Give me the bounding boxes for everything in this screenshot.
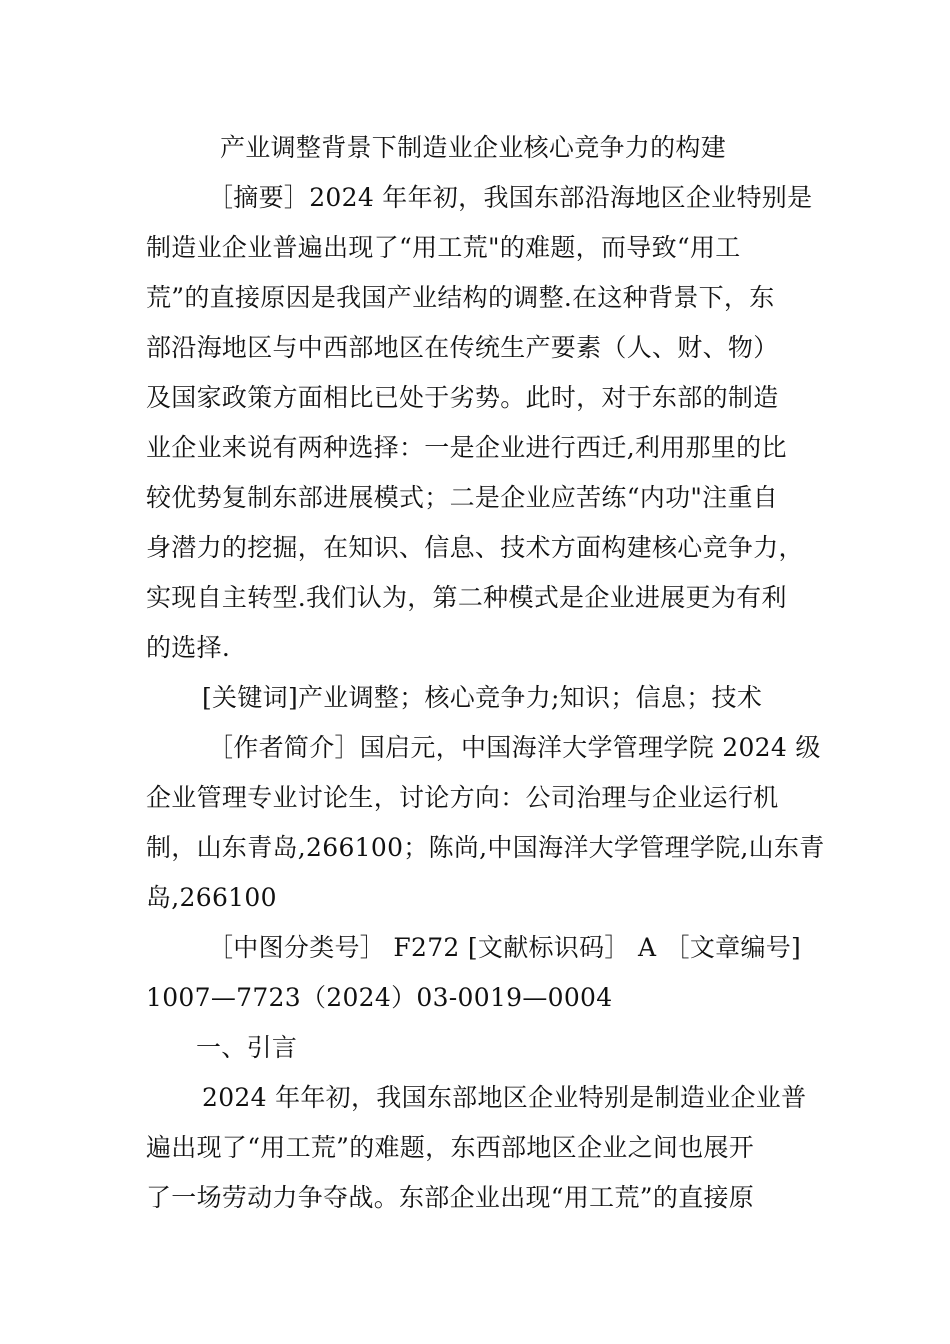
document-title: 产业调整背景下制造业企业核心竞争力的构建 (220, 133, 727, 162)
author-line: 岛,266100 (146, 883, 277, 912)
intro-line: 了一场劳动力争夺战。东部企业出现“用工荒”的直接原 (146, 1183, 755, 1212)
abstract-line: 的选择. (146, 633, 231, 662)
intro-line: 遍出现了“用工荒”的难题，东西部地区企业之间也展开 (146, 1133, 755, 1162)
intro-line: 2024 年年初，我国东部地区企业特别是制造业企业普 (202, 1083, 807, 1112)
abstract-line: 荒”的直接原因是我国产业结构的调整.在这种背景下，东 (146, 283, 775, 312)
abstract-line: 身潜力的挖掘，在知识、信息、技术方面构建核心竞争力， (146, 533, 804, 562)
keywords: [关键词]产业调整；核心竞争力;知识；信息；技术 (202, 683, 763, 712)
abstract-line: 及国家政策方面相比已处于劣势。此时，对于东部的制造 (146, 383, 779, 412)
author-line: 制，山东青岛,266100；陈尚,中国海洋大学管理学院,山东青 (146, 833, 825, 862)
abstract-line: 较优势复制东部进展模式；二是企业应苦练“内功"注重自 (146, 483, 779, 512)
author-line: ［作者简介］国启元，中国海洋大学管理学院 2024 级 (208, 733, 821, 762)
abstract-line: 实现自主转型.我们认为，第二种模式是企业进展更为有利 (146, 583, 787, 612)
abstract-line: 制造业企业普遍出现了“用工荒"的难题，而导致“用工 (146, 233, 741, 262)
classification-line: ［中图分类号］ F272 [文献标识码］ A ［文章编号] (208, 933, 802, 962)
abstract-line: 部沿海地区与中西部地区在传统生产要素（人、财、物） (146, 333, 779, 362)
classification-line: 1007—7723（2024）03-0019—0004 (146, 983, 613, 1012)
section-heading: 一、引言 (196, 1033, 298, 1062)
author-line: 企业管理专业讨论生，讨论方向：公司治理与企业运行机 (146, 783, 779, 812)
abstract-line: ［摘要］2024 年年初，我国东部沿海地区企业特别是 (208, 183, 813, 212)
abstract-line: 业企业来说有两种选择：一是企业进行西迁,利用那里的比 (146, 433, 787, 462)
